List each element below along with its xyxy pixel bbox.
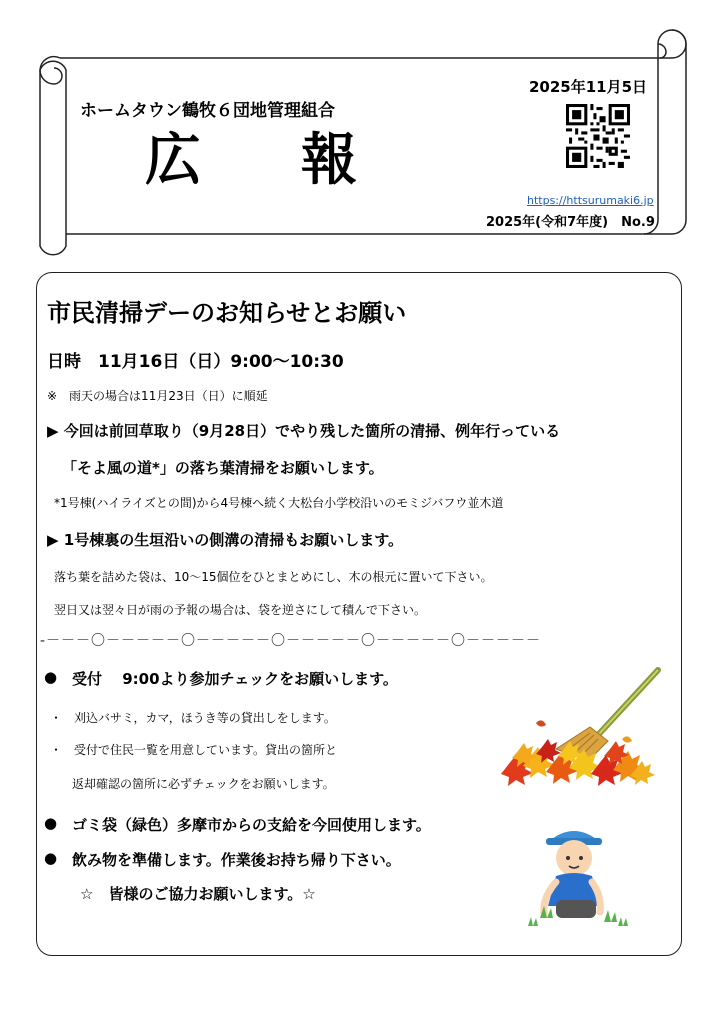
reception-bullet-icon: ● <box>44 668 58 686</box>
rain-note: ※ 雨天の場合は11月23日（日）に順延 <box>47 389 268 403</box>
item2: ▶ 1号棟裏の生垣沿いの側溝の清掃もお願いします。 <box>47 531 403 549</box>
lending-line: ・ 刈込バサミ，カマ，ほうき等の貸出しをします。 <box>50 711 336 725</box>
notice-heading: 市民清掃デーのお知らせとお願い <box>47 299 407 327</box>
issue-date: 2025年11月5日 <box>529 78 648 96</box>
drinks-line: 飲み物を準備します。作業後お持ち帰り下さい。 <box>72 851 401 869</box>
divider: -－－－〇－－－－－〇－－－－－〇－－－－－〇－－－－－〇－－－－－ <box>40 633 542 649</box>
website-link[interactable]: https://httsurumaki6.jp <box>527 194 654 207</box>
item1-line2: 「そよ風の道*」の落ち葉清掃をお願いします。 <box>62 459 384 477</box>
drinks-bullet-icon: ● <box>44 849 58 867</box>
bags-bullet-icon: ● <box>44 814 58 832</box>
schedule-line: 日時 11月16日（日）9:00〜10:30 <box>47 352 344 372</box>
reception-line: 受付 9:00より参加チェックをお願いします。 <box>72 670 398 688</box>
organization-name: ホームタウン鶴牧６団地管理組合 <box>80 101 335 121</box>
broom-leaves-illustration <box>498 665 668 790</box>
bag-note-2: 翌日又は翌々日が雨の予報の場合は、袋を逆さにして積んで下さい。 <box>54 603 427 617</box>
roster-line-2: 返却確認の箇所に必ずチェックをお願いします。 <box>72 777 335 791</box>
item1-footnote: *1号棟(ハイライズとの間)から4号棟へ続く大松台小学校沿いのモミジバフウ並木道 <box>54 496 504 510</box>
qr-code-icon[interactable] <box>566 104 630 168</box>
closing-line: ☆ 皆様のご協力お願いします。☆ <box>80 885 316 903</box>
issue-number: 2025年(令和7年度) No.9 <box>486 215 655 230</box>
newsletter-title: 広報 <box>145 128 457 193</box>
item1-line1: ▶ 今回は前回草取り（9月28日）でやり残した箇所の清掃、例年行っている <box>47 422 561 440</box>
bags-line: ゴミ袋（緑色）多摩市からの支給を今回使用します。 <box>72 816 431 834</box>
roster-line-1: ・ 受付で住民一覧を用意しています。貸出の箇所と <box>50 743 338 757</box>
bag-note-1: 落ち葉を詰めた袋は、10〜15個位をひとまとめにし、木の根元に置いて下さい。 <box>54 570 493 584</box>
weeding-person-illustration <box>526 818 636 933</box>
